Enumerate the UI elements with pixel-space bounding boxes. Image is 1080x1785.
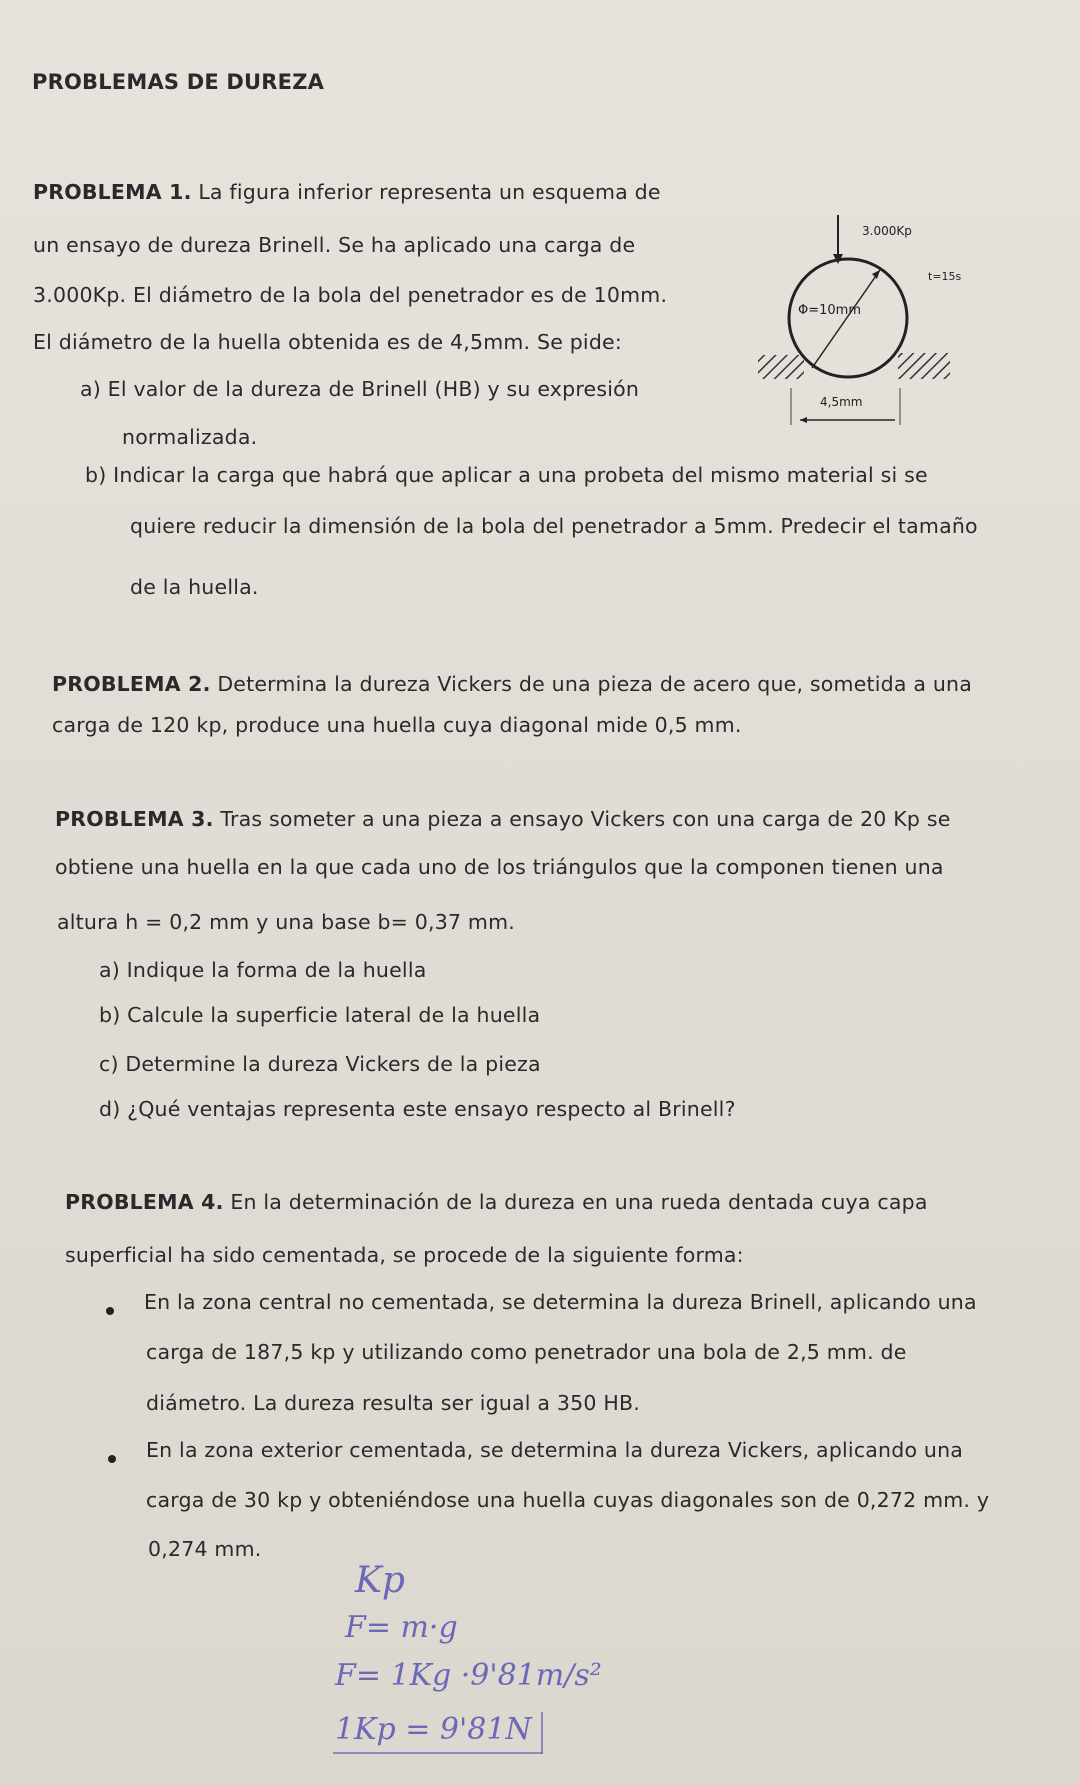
handwritten-note-1: Kp	[355, 1560, 405, 1601]
problem-3-line-3: altura h = 0,2 mm y una base b= 0,37 mm.	[57, 910, 515, 934]
problem-1-item-b: b) Indicar la carga que habrá que aplicar a una probeta del mismo material si se	[85, 463, 928, 487]
problem-1-item-b-cont: quiere reducir la dimensión de la bola del penetrador a 5mm. Predecir el tamaño	[130, 514, 978, 538]
problem-1-line-4: El diámetro de la huella obtenida es de 4,5mm. Se pide:	[33, 330, 622, 354]
problem-3-label: PROBLEMA 3.	[55, 807, 214, 831]
problem-3-line-1: PROBLEMA 3. Tras someter a una pieza a ensayo Vickers con una carga de 20 Kp se	[55, 807, 951, 831]
problem-4-line-2: superficial ha sido cementada, se procede de la siguiente forma:	[65, 1243, 744, 1267]
problem-3-item-a: a) Indique la forma de la huella	[99, 958, 427, 982]
problem-2-label: PROBLEMA 2.	[52, 672, 211, 696]
handwritten-box-underline	[333, 1752, 543, 1754]
problem-3-line-2: obtiene una huella en la que cada uno de los triángulos que la componen tienen una	[55, 855, 944, 879]
diameter-label: Φ=10mm	[798, 303, 861, 318]
load-label: 3.000Kp	[862, 224, 912, 238]
handwritten-box-right	[541, 1712, 543, 1754]
problem-4-bullet-2-line-2: carga de 30 kp y obteniéndose una huella cuyas diagonales son de 0,272 mm. y	[146, 1488, 990, 1512]
imprint-label: 4,5mm	[820, 395, 863, 409]
problem-1-line-3: 3.000Kp. El diámetro de la bola del penetrador es de 10mm.	[33, 283, 668, 307]
problem-1-item-b-cont-2: de la huella.	[130, 575, 259, 599]
problem-4-bullet-1-line-1: En la zona central no cementada, se determina la dureza Brinell, aplicando una	[144, 1290, 977, 1314]
handwritten-note-4: 1Kp = 9'81N	[335, 1712, 532, 1747]
surface-left-hatch	[758, 355, 804, 379]
handwritten-note-3: F= 1Kg ·9'81m/s²	[335, 1658, 602, 1693]
problem-1-line-2: un ensayo de dureza Brinell. Se ha aplicado una carga de	[33, 233, 636, 257]
indenter-ball	[789, 259, 907, 377]
problem-2-line-1: PROBLEMA 2. Determina la dureza Vickers de una pieza de acero que, sometida a una	[52, 672, 972, 696]
surface-right-hatch	[898, 353, 950, 379]
problem-4-bullet-1-line-3: diámetro. La dureza resulta ser igual a 350 HB.	[146, 1391, 640, 1415]
problem-4-line-1: PROBLEMA 4. En la determinación de la dureza en una rueda dentada cuya capa	[65, 1190, 928, 1214]
problem-3-item-d: d) ¿Qué ventajas representa este ensayo respecto al Brinell?	[99, 1097, 736, 1121]
problem-3-item-b: b) Calcule la superficie lateral de la huella	[99, 1003, 541, 1027]
bullet-dot	[108, 1455, 116, 1463]
problem-4-bullet-1-line-2: carga de 187,5 kp y utilizando como penetrador una bola de 2,5 mm. de	[146, 1340, 907, 1364]
bullet-dot	[106, 1307, 114, 1315]
problem-2-line-2: carga de 120 kp, produce una huella cuya diagonal mide 0,5 mm.	[52, 713, 742, 737]
problem-1-label: PROBLEMA 1.	[33, 180, 192, 204]
problem-3-item-c: c) Determine la dureza Vickers de la pieza	[99, 1052, 541, 1076]
problem-4-label: PROBLEMA 4.	[65, 1190, 224, 1214]
problem-4-bullet-2-line-3: 0,274 mm.	[148, 1537, 262, 1561]
problem-4-bullet-2-line-1: En la zona exterior cementada, se determina la dureza Vickers, aplicando una	[146, 1438, 964, 1462]
problem-1-item-a-cont: normalizada.	[122, 425, 258, 449]
handwritten-note-2: F= m·g	[345, 1610, 458, 1645]
problem-1-line-1: PROBLEMA 1. La figura inferior representa un esquema de	[33, 180, 661, 204]
time-label: t=15s	[928, 270, 962, 283]
page-title: PROBLEMAS DE DUREZA	[32, 70, 325, 94]
problem-1-item-a: a) El valor de la dureza de Brinell (HB) y su expresión	[80, 377, 640, 401]
brinell-diagram	[750, 210, 970, 440]
